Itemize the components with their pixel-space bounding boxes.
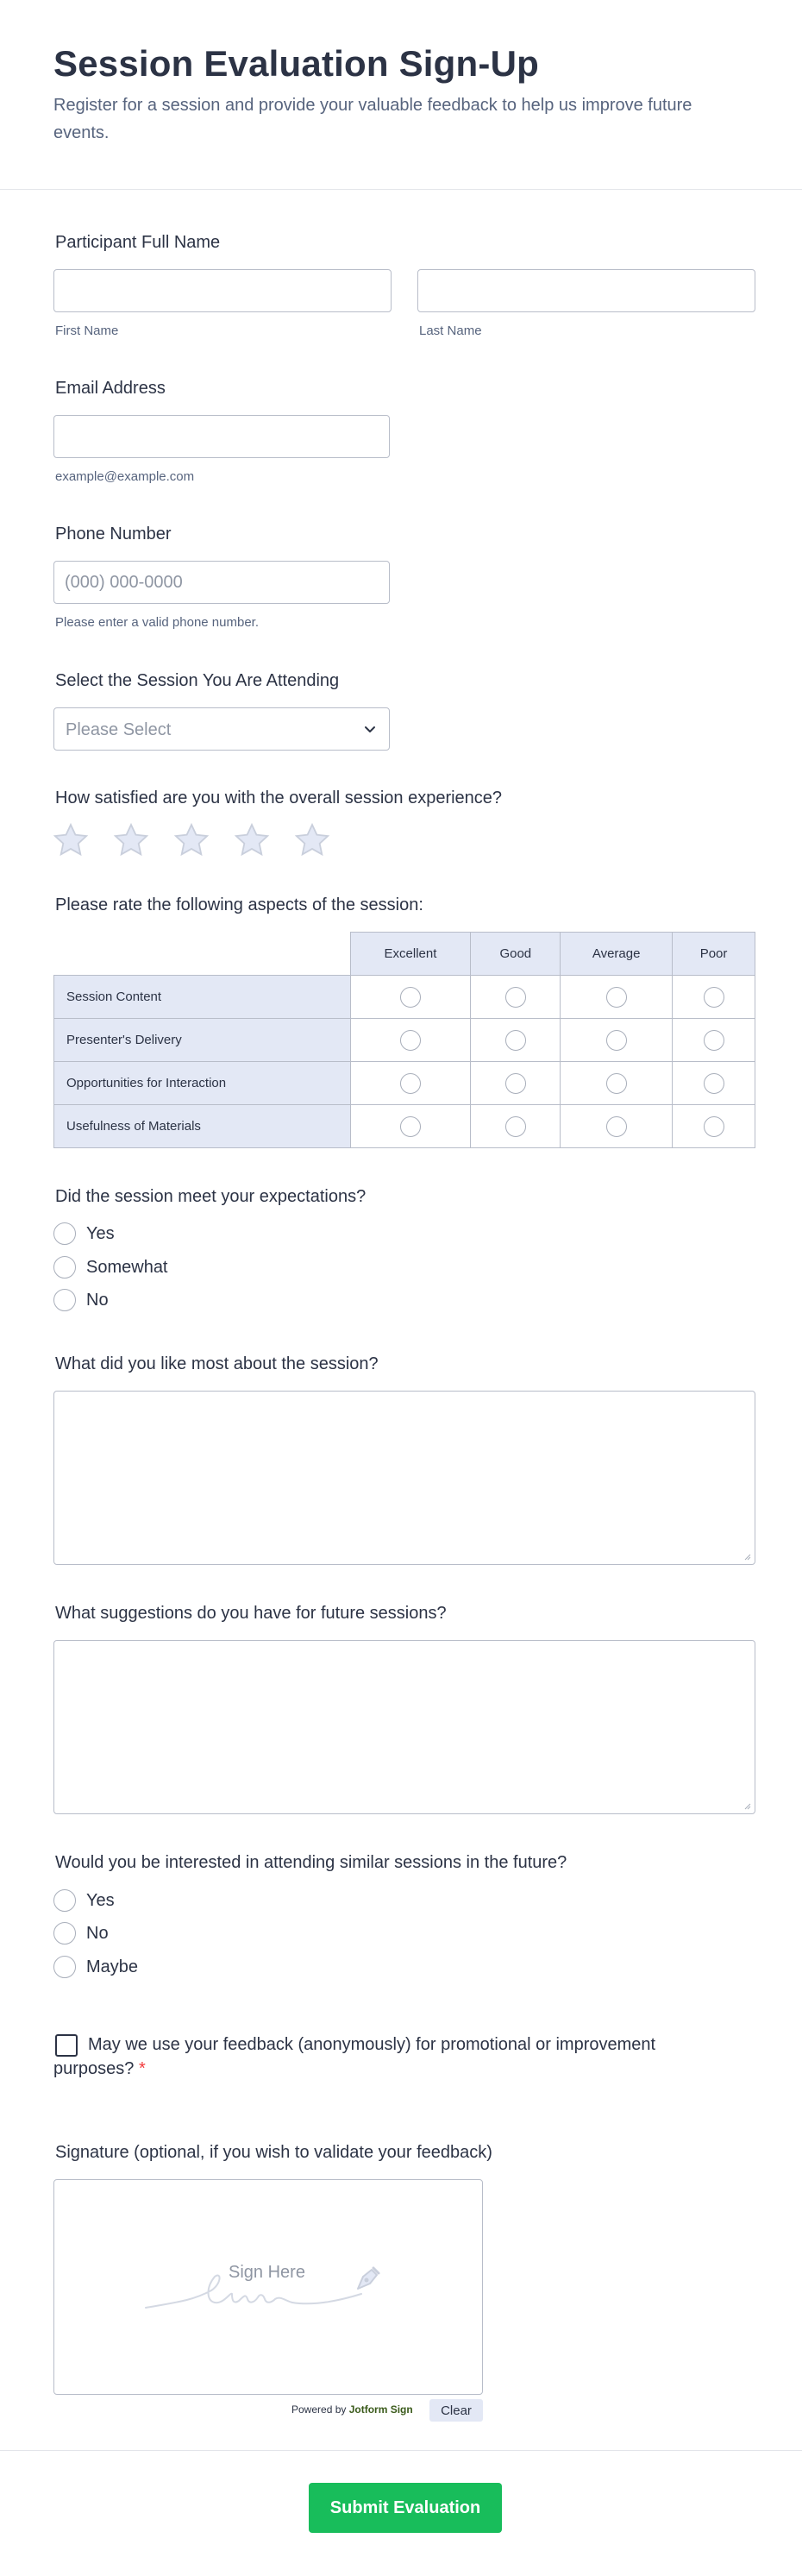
matrix-col-poor: Poor [673,933,755,976]
matrix-radio[interactable] [606,987,627,1008]
session-select-label: Select the Session You Are Attending [55,671,340,690]
liked-most-textarea[interactable] [53,1391,755,1565]
form-description: Register for a session and provide your valuable feedback to help us improve future events. [53,96,692,142]
matrix-row-label: Presenter's Delivery [54,1019,351,1062]
option-label: Maybe [86,1957,139,1976]
radio-button[interactable] [53,1922,76,1945]
phone-label: Phone Number [55,525,172,543]
resize-grip-icon[interactable] [742,1552,751,1561]
matrix-radio[interactable] [400,1073,421,1094]
star-icon[interactable] [233,821,271,859]
matrix-radio[interactable] [704,1073,724,1094]
radio-button[interactable] [53,1956,76,1978]
matrix-corner [54,933,351,976]
powered-brand: Jotform Sign [348,2403,413,2416]
phone-input[interactable] [53,561,390,604]
matrix-row-label: Session Content [54,976,351,1019]
matrix-col-excellent: Excellent [350,933,471,976]
matrix-row-label: Opportunities for Interaction [54,1062,351,1105]
option-label: Yes [86,1224,115,1243]
matrix-row [54,976,755,1019]
signature-label: Signature (optional, if you wish to validate your feedback) [55,2143,492,2162]
consent-text: May we use your feedback (anonymously) for promotional or improvement purposes? [53,2035,656,2078]
option-label: No [86,1291,109,1310]
form-header [0,0,802,190]
matrix-radio[interactable] [505,1030,526,1051]
radio-button[interactable] [53,1222,76,1245]
rating-matrix [53,932,755,1148]
matrix-label: Please rate the following aspects of the session: [55,895,423,914]
matrix-radio[interactable] [400,987,421,1008]
option-label: Somewhat [86,1258,168,1277]
satisfaction-label: How satisfied are you with the overall session experience? [55,789,503,807]
suggestions-label: What suggestions do you have for future sessions? [55,1604,447,1623]
matrix-row [54,1062,755,1105]
clear-signature-button[interactable]: Clear [429,2399,483,2422]
pen-nib-icon [351,2261,385,2296]
matrix-header-row [54,933,755,976]
footer-divider [0,2450,802,2451]
powered-by [291,2403,413,2416]
full-name-label: Participant Full Name [55,233,221,252]
first-name-sublabel: First Name [55,324,119,338]
liked-most-label: What did you like most about the session? [55,1354,379,1373]
matrix-radio[interactable] [400,1116,421,1137]
radio-button[interactable] [53,1256,76,1279]
last-name-sublabel: Last Name [419,324,482,338]
signature-pad[interactable] [53,2179,483,2395]
first-name-input[interactable] [53,269,392,312]
suggestions-textarea[interactable] [53,1640,755,1814]
option-label: Yes [86,1891,115,1910]
submit-button[interactable]: Submit Evaluation [309,2483,502,2533]
matrix-row [54,1105,755,1148]
matrix-col-average: Average [561,933,673,976]
radio-button[interactable] [53,1889,76,1912]
matrix-radio[interactable] [400,1030,421,1051]
signature-scribble-icon [54,2180,484,2396]
email-label: Email Address [55,379,166,398]
matrix-radio[interactable] [704,1116,724,1137]
email-sublabel: example@example.com [55,469,195,484]
future-interest-label: Would you be interested in attending similar sessions in the future? [55,1853,567,1872]
resize-grip-icon[interactable] [742,1801,751,1810]
star-icon[interactable] [293,821,331,859]
matrix-col-good: Good [471,933,561,976]
phone-sublabel: Please enter a valid phone number. [55,615,259,630]
session-dropdown[interactable] [53,707,390,751]
matrix-radio[interactable] [505,987,526,1008]
matrix-radio[interactable] [704,987,724,1008]
matrix-row-label: Usefulness of Materials [54,1105,351,1148]
form-title: Session Evaluation Sign-Up [53,43,539,84]
required-asterisk: * [138,2059,146,2078]
last-name-input[interactable] [417,269,755,312]
matrix-radio[interactable] [606,1073,627,1094]
consent-label [53,2033,657,2081]
radio-button[interactable] [53,1289,76,1311]
chevron-down-icon [363,722,377,736]
option-label: No [86,1924,109,1943]
email-input[interactable] [53,415,390,458]
matrix-radio[interactable] [704,1030,724,1051]
matrix-row [54,1019,755,1062]
session-dropdown-value: Please Select [66,720,172,739]
powered-prefix: Powered by [291,2403,347,2416]
star-icon[interactable] [112,821,150,859]
sign-here-hint: Sign Here [229,2263,305,2282]
matrix-radio[interactable] [505,1116,526,1137]
matrix-radio[interactable] [606,1030,627,1051]
star-icon[interactable] [52,821,90,859]
star-icon[interactable] [172,821,210,859]
matrix-radio[interactable] [606,1116,627,1137]
matrix-radio[interactable] [505,1073,526,1094]
expectations-label: Did the session meet your expectations? [55,1187,367,1206]
